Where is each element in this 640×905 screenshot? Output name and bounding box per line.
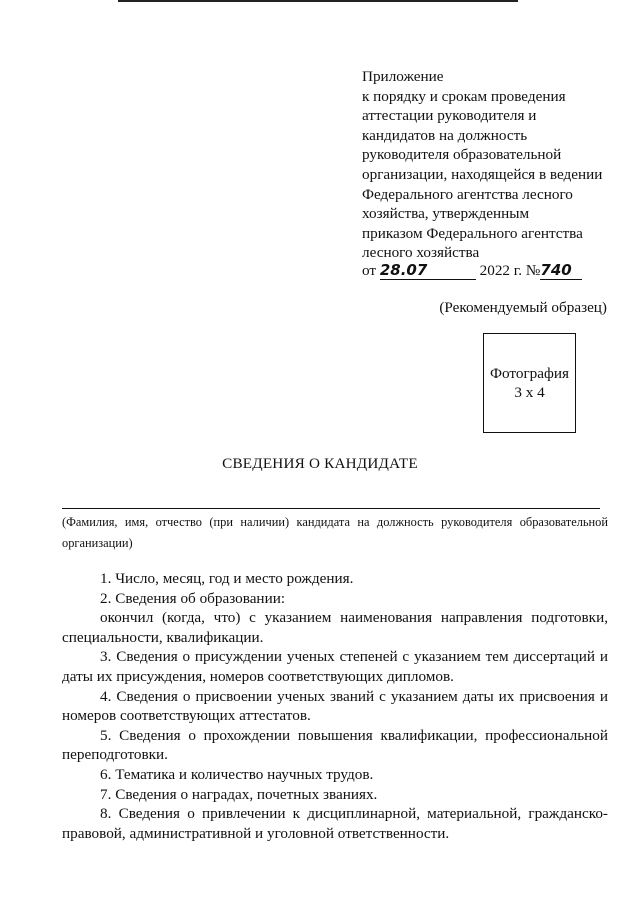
- appendix-line: хозяйства, утвержденным: [362, 205, 530, 223]
- list-item: 1. Число, месяц, год и место рождения.: [100, 570, 354, 587]
- list-item: окончил (когда, что) с указанием наименования направления подготовки, специальности, квалификации.: [62, 609, 608, 646]
- list-item: 4. Сведения о присвоении ученых званий с указанием даты их присвоения и номеров соответствующих аттестатов.: [62, 687, 608, 725]
- handwritten-number: 740: [540, 261, 572, 279]
- appendix-line: к порядку и срокам проведения: [362, 87, 566, 105]
- appendix-line: Приложение: [362, 68, 444, 85]
- appendix-block: [362, 67, 612, 263]
- candidate-name-line: [62, 508, 600, 509]
- appendix-line: лесного хозяйства: [362, 244, 480, 262]
- appendix-line: Федерального агентства лесного: [362, 185, 573, 203]
- order-date-line: [362, 262, 582, 280]
- handwritten-date: 28.07: [379, 261, 428, 279]
- appendix-line: организации, находящейся в ведении: [362, 165, 603, 183]
- photo-label: Фотография: [490, 365, 569, 382]
- list-item: 5. Сведения о прохождении повышения квалификации, профессиональной переподготовки.: [62, 726, 608, 764]
- appendix-line: аттестации руководителя и: [362, 107, 537, 125]
- photo-placeholder: [483, 333, 576, 433]
- list-item: 2. Сведения об образовании:: [100, 589, 286, 607]
- appendix-line: руководителя образовательной: [362, 146, 562, 164]
- document-heading: СВЕДЕНИЯ О КАНДИДАТЕ: [222, 455, 418, 472]
- appendix-line: кандидатов на должность: [362, 126, 528, 144]
- items-list: [62, 569, 608, 843]
- number-field: [540, 262, 582, 280]
- page-top-edge: [118, 0, 518, 2]
- list-item: 3. Сведения о присуждении ученых степеней с указанием тем диссертаций и даты их присуждения, номеров соответствующих дипломов.: [62, 648, 608, 685]
- date-field: [380, 262, 476, 280]
- recommended-sample-label: (Рекомендуемый образец): [439, 299, 607, 316]
- appendix-line: приказом Федерального агентства: [362, 224, 583, 242]
- name-line-caption: (Фамилия, имя, отчество (при наличии) кандидата на должность руководителя образовательной организации): [62, 515, 608, 550]
- date-prefix: от: [362, 262, 377, 279]
- list-item: 6. Тематика и количество научных трудов.: [100, 765, 374, 783]
- list-item: 8. Сведения о привлечении к дисциплинарной, материальной, гражданско-правовой, административной и уголовной ответственности.: [62, 805, 608, 842]
- list-item: 7. Сведения о наградах, почетных званиях.: [100, 785, 378, 803]
- photo-size: 3 х 4: [514, 384, 545, 401]
- year-number-label: 2022 г. №: [479, 262, 541, 279]
